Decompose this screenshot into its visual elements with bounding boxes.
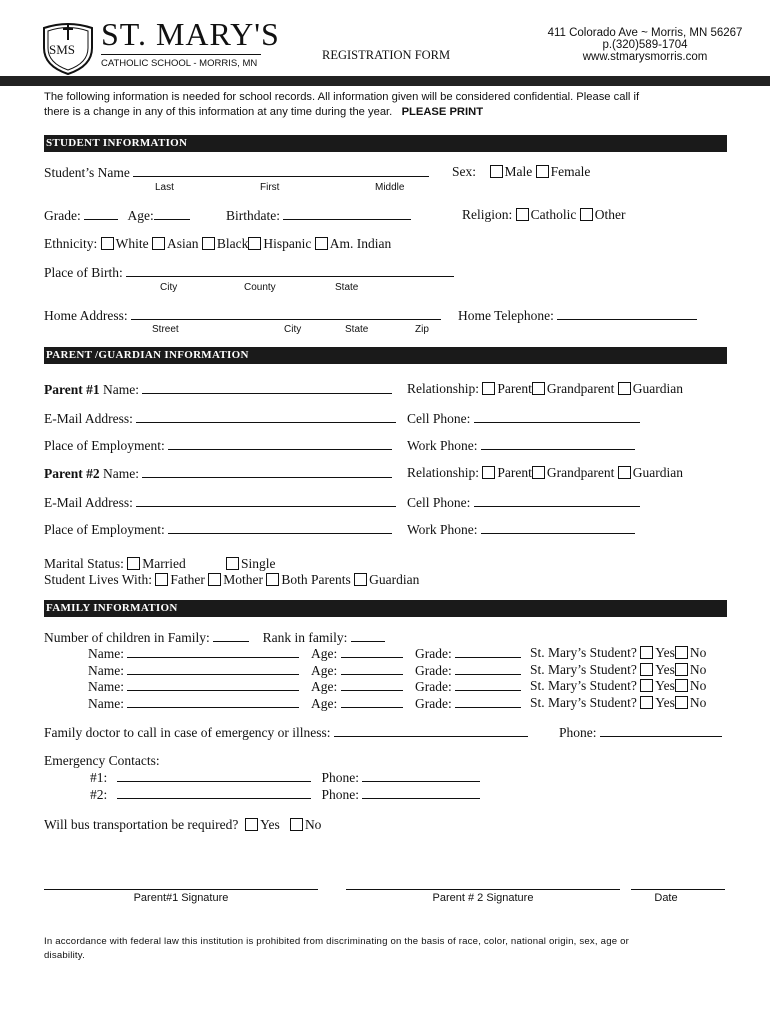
ethnicity-am-indian-checkbox[interactable] <box>315 237 328 250</box>
date-label: Date <box>654 892 678 904</box>
ethnicity-white-label: White <box>115 236 149 251</box>
grade-label: Grade: <box>44 208 81 223</box>
parent1-work-label: Work Phone: <box>407 438 478 453</box>
parent2-relationship-label: Relationship: <box>407 465 479 480</box>
sex-male-label: Male <box>504 164 533 179</box>
parent2-employment-label: Place of Employment: <box>44 522 165 537</box>
sex-label: Sex: <box>452 164 477 179</box>
student-name-sub-last: Last <box>155 182 174 193</box>
child-row <box>88 662 299 679</box>
lives-with-both-label: Both Parents <box>281 572 351 587</box>
parent2-email-field[interactable] <box>136 494 396 507</box>
child1-age-field[interactable] <box>341 645 403 658</box>
religion-label: Religion: <box>462 207 513 222</box>
child1-yes-checkbox[interactable] <box>640 646 653 659</box>
form-title: REGISTRATION FORM <box>322 48 451 62</box>
parent2-work-label: Work Phone: <box>407 522 478 537</box>
child4-no-label: No <box>689 695 707 710</box>
emergency-label: Emergency Contacts: <box>44 753 160 768</box>
child4-yes-checkbox[interactable] <box>640 696 653 709</box>
parent1-rel-guardian-label: Guardian <box>632 381 683 396</box>
parent1-signature-label: Parent#1 Signature <box>133 892 229 904</box>
lives-with-mother-label: Mother <box>223 572 263 587</box>
grade-field[interactable] <box>84 207 118 220</box>
parent2-rel-parent-label: Parent <box>497 465 532 480</box>
child4-grade-label: Grade: <box>415 696 452 711</box>
parent2-rel-guardian-label: Guardian <box>632 465 683 480</box>
parent2-cell-label: Cell Phone: <box>407 495 471 510</box>
child1-name-label: Name: <box>88 646 124 661</box>
child3-age-field[interactable] <box>341 678 403 691</box>
child1-no-label: No <box>689 645 707 660</box>
parent2-work-field[interactable] <box>481 521 635 534</box>
parent2-employment-field[interactable] <box>168 521 392 534</box>
parent1-name-field[interactable] <box>142 381 392 394</box>
child3-name-field[interactable] <box>127 678 299 691</box>
school-website: www.stmarysmorris.com <box>582 51 708 63</box>
ethnicity-am-indian-label: Am. Indian <box>329 236 392 251</box>
bus-yes-checkbox[interactable] <box>245 818 258 831</box>
num-children-field[interactable] <box>213 629 249 642</box>
rank-label: Rank in family: <box>262 630 348 645</box>
parent1-rel-parent-checkbox[interactable] <box>482 382 495 395</box>
parent1-rel-parent-label: Parent <box>497 381 532 396</box>
num-children-label: Number of children in Family: <box>44 630 210 645</box>
child1-name-field[interactable] <box>127 645 299 658</box>
child4-name-field[interactable] <box>127 695 299 708</box>
lives-with-father-checkbox[interactable] <box>155 573 168 586</box>
child2-age-field[interactable] <box>341 662 403 675</box>
religion-other-label: Other <box>594 207 626 222</box>
child3-no-checkbox[interactable] <box>675 679 688 692</box>
parent1-employment-label: Place of Employment: <box>44 438 165 453</box>
school-name: ST. MARY'S <box>101 16 280 52</box>
child4-no-checkbox[interactable] <box>675 696 688 709</box>
lives-with-both-checkbox[interactable] <box>266 573 279 586</box>
child2-no-label: No <box>689 662 707 677</box>
child2-name-label: Name: <box>88 663 124 678</box>
child4-age-field[interactable] <box>341 695 403 708</box>
parent1-rel-guardian-checkbox[interactable] <box>618 382 631 395</box>
section-family-info: FAMILY INFORMATION <box>44 600 727 617</box>
parent2-rel-grandparent-label: Grandparent <box>546 465 615 480</box>
parent1-name-label: Name: <box>103 382 139 397</box>
ethnicity-asian-checkbox[interactable] <box>152 237 165 250</box>
nondiscrimination-line-1: In accordance with federal law this institution is prohibited from discriminating on the basis of race, color, national origin, sex, age or <box>44 936 630 947</box>
sex-female-checkbox[interactable] <box>536 165 549 178</box>
ec2-phone-field[interactable] <box>362 786 480 799</box>
child2-no-checkbox[interactable] <box>675 663 688 676</box>
school-logo <box>38 18 98 76</box>
ethnicity-label: Ethnicity: <box>44 236 98 251</box>
doctor-field[interactable] <box>334 724 528 737</box>
child2-age-label: Age: <box>311 663 338 678</box>
header-rule <box>0 76 770 86</box>
date-line[interactable] <box>631 889 725 890</box>
birthplace-field[interactable] <box>126 264 454 277</box>
birthplace-sub-county: County <box>244 282 276 293</box>
parent1-relationship-label: Relationship: <box>407 381 479 396</box>
doctor-phone-field[interactable] <box>600 724 722 737</box>
parent2-email-label: E-Mail Address: <box>44 495 133 510</box>
parent2-rel-grandparent-checkbox[interactable] <box>532 466 545 479</box>
ec1-phone-field[interactable] <box>362 769 480 782</box>
address-sub-state: State <box>345 324 369 335</box>
child2-yes-label: Yes <box>655 662 675 677</box>
bus-no-label: No <box>304 817 322 832</box>
child1-age-label: Age: <box>311 646 338 661</box>
student-name-field[interactable] <box>133 164 429 177</box>
child4-age-label: Age: <box>311 696 338 711</box>
child3-grade-field[interactable] <box>455 678 521 691</box>
child3-no-label: No <box>689 678 707 693</box>
parent2-label: Parent #2 <box>44 466 100 481</box>
logo-monogram: SMS <box>49 42 76 57</box>
marital-label: Marital Status: <box>44 556 124 571</box>
parent1-signature-line[interactable] <box>44 889 318 890</box>
bus-no-checkbox[interactable] <box>290 818 303 831</box>
student-name-label: Student’s Name <box>44 165 130 180</box>
school-subtitle: CATHOLIC SCHOOL - MORRIS, MN <box>101 58 258 69</box>
child4-stmarys-label: St. Mary’s Student? <box>530 695 637 710</box>
print-note: PLEASE PRINT <box>401 106 484 118</box>
ethnicity-hispanic-label: Hispanic <box>263 236 312 251</box>
section-parent-info: PARENT /GUARDIAN INFORMATION <box>44 347 727 364</box>
birthplace-label: Place of Birth: <box>44 265 123 280</box>
child3-name-label: Name: <box>88 679 124 694</box>
child2-grade-field[interactable] <box>455 662 521 675</box>
age-field[interactable] <box>154 207 190 220</box>
lives-with-guardian-label: Guardian <box>369 572 420 587</box>
address-sub-zip: Zip <box>415 324 429 335</box>
parent1-work-field[interactable] <box>481 437 635 450</box>
bus-yes-label: Yes <box>260 817 280 832</box>
marital-married-label: Married <box>142 556 186 571</box>
religion-other-checkbox[interactable] <box>580 208 593 221</box>
bus-label: Will bus transportation be required? <box>44 817 239 832</box>
child3-yes-checkbox[interactable] <box>640 679 653 692</box>
ethnicity-white-checkbox[interactable] <box>101 237 114 250</box>
child-row <box>88 678 299 695</box>
birthplace-sub-city: City <box>160 282 178 293</box>
child1-no-checkbox[interactable] <box>675 646 688 659</box>
child2-name-field[interactable] <box>127 662 299 675</box>
birthdate-label: Birthdate: <box>226 208 280 223</box>
sex-male-checkbox[interactable] <box>490 165 503 178</box>
child1-grade-field[interactable] <box>455 645 521 658</box>
child2-grade-label: Grade: <box>415 663 452 678</box>
lives-with-mother-checkbox[interactable] <box>208 573 221 586</box>
ethnicity-hispanic-checkbox[interactable] <box>248 237 261 250</box>
parent2-name-label: Name: <box>103 466 139 481</box>
parent2-signature-line[interactable] <box>346 889 620 890</box>
parent1-cell-label: Cell Phone: <box>407 411 471 426</box>
marital-single-label: Single <box>241 556 276 571</box>
child4-yes-label: Yes <box>655 695 675 710</box>
child1-grade-label: Grade: <box>415 646 452 661</box>
birthdate-field[interactable] <box>283 207 411 220</box>
parent2-signature-label: Parent # 2 Signature <box>432 892 534 904</box>
parent1-email-label: E-Mail Address: <box>44 411 133 426</box>
marital-single-checkbox[interactable] <box>226 557 239 570</box>
child1-stmarys-label: St. Mary’s Student? <box>530 645 637 660</box>
parent2-rel-guardian-checkbox[interactable] <box>618 466 631 479</box>
student-name-sub-first: First <box>260 182 280 193</box>
child3-age-label: Age: <box>311 679 338 694</box>
religion-catholic-label: Catholic <box>530 207 577 222</box>
birthplace-sub-state: State <box>335 282 359 293</box>
school-address: 411 Colorado Ave ~ Morris, MN 56267 <box>547 27 743 39</box>
section-student-info: STUDENT INFORMATION <box>44 135 727 152</box>
ethnicity-asian-label: Asian <box>167 236 199 251</box>
ec1-label: #1: <box>90 770 108 785</box>
parent2-name-field[interactable] <box>142 465 392 478</box>
parent1-rel-grandparent-label: Grandparent <box>546 381 615 396</box>
sex-female-label: Female <box>550 164 591 179</box>
parent1-employment-field[interactable] <box>168 437 392 450</box>
child-row <box>88 695 299 712</box>
child2-stmarys-label: St. Mary’s Student? <box>530 662 637 677</box>
home-address-field[interactable] <box>131 307 441 320</box>
parent2-cell-field[interactable] <box>474 494 640 507</box>
parent1-label: Parent #1 <box>44 382 100 397</box>
child1-yes-label: Yes <box>655 645 675 660</box>
ec2-phone-label: Phone: <box>321 787 360 802</box>
parent1-cell-field[interactable] <box>474 410 640 423</box>
home-phone-field[interactable] <box>557 307 697 320</box>
home-address-label: Home Address: <box>44 308 128 323</box>
age-label: Age: <box>127 208 154 223</box>
school-phone: p.(320)589-1704 <box>602 39 688 51</box>
religion-catholic-checkbox[interactable] <box>516 208 529 221</box>
parent1-rel-grandparent-checkbox[interactable] <box>532 382 545 395</box>
parent2-rel-parent-checkbox[interactable] <box>482 466 495 479</box>
student-name-sub-middle: Middle <box>375 182 405 193</box>
ec2-name-field[interactable] <box>117 786 311 799</box>
parent1-email-field[interactable] <box>136 410 396 423</box>
ethnicity-black-checkbox[interactable] <box>202 237 215 250</box>
school-name-rule <box>101 54 261 55</box>
child3-yes-label: Yes <box>655 678 675 693</box>
rank-field[interactable] <box>351 629 385 642</box>
ethnicity-black-label: Black <box>216 236 249 251</box>
child3-stmarys-label: St. Mary’s Student? <box>530 678 637 693</box>
child-row <box>88 645 299 662</box>
lives-with-father-label: Father <box>170 572 205 587</box>
lives-with-label: Student Lives With: <box>44 572 152 587</box>
lives-with-guardian-checkbox[interactable] <box>354 573 367 586</box>
address-sub-street: Street <box>152 324 179 335</box>
marital-married-checkbox[interactable] <box>127 557 140 570</box>
doctor-phone-label: Phone: <box>559 725 597 740</box>
ec1-name-field[interactable] <box>117 769 311 782</box>
ec1-phone-label: Phone: <box>321 770 360 785</box>
doctor-label: Family doctor to call in case of emergency or illness: <box>44 725 331 740</box>
home-phone-label: Home Telephone: <box>458 308 554 323</box>
intro-line-2: there is a change in any of this information at any time during the year. <box>44 106 393 118</box>
child4-grade-field[interactable] <box>455 695 521 708</box>
nondiscrimination-line-2: disability. <box>44 950 85 961</box>
ec2-label: #2: <box>90 787 108 802</box>
child4-name-label: Name: <box>88 696 124 711</box>
child3-grade-label: Grade: <box>415 679 452 694</box>
address-sub-city: City <box>284 324 302 335</box>
intro-line-1: The following information is needed for school records. All information given will be considered confidential. Please call if <box>44 91 640 103</box>
child2-yes-checkbox[interactable] <box>640 663 653 676</box>
